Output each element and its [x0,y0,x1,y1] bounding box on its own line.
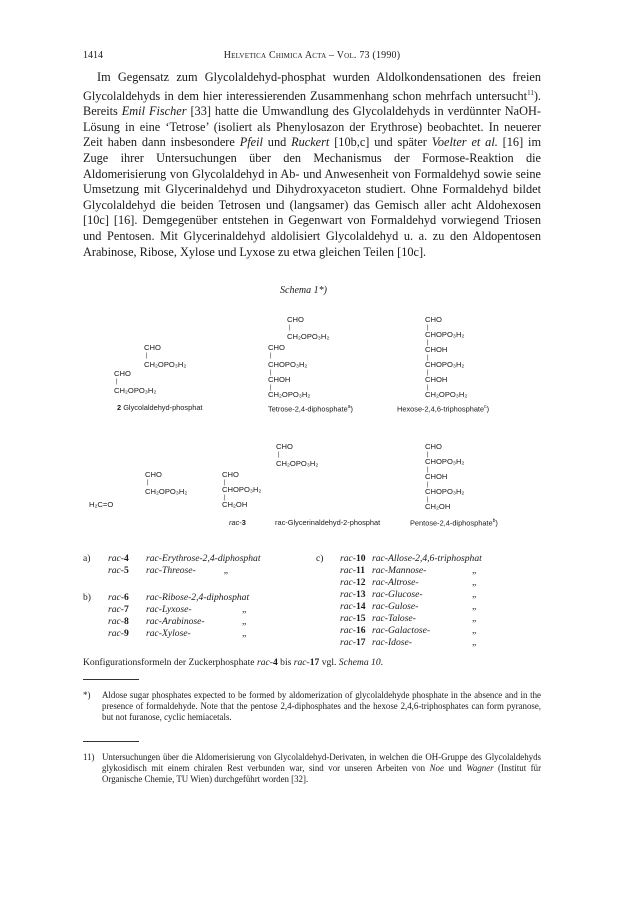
rac-prefix: rac- [340,637,356,648]
compound-number: 13 [355,589,366,600]
rac-prefix: rac- [340,625,356,636]
compound-label [340,565,365,577]
name-text: rac-Erythrose-2,4-diphosphat [146,553,261,564]
formula-ch2opo3h2: CH₂OPO₃H₂ [145,487,188,496]
footnote-ref-11[interactable]: 11 [527,88,534,97]
bond-line: | [427,340,429,346]
compound-number: 4 [123,553,129,564]
formula-ch2opo3h2: CH₂OPO₃H₂ [268,390,311,399]
formula-cho: CHO [145,470,162,479]
formula-ch2oh: CH₂OH [425,502,451,511]
ditto-mark: „ [472,613,477,624]
bond-line: | [224,480,226,486]
compound-name [146,565,228,577]
formula-cho: CHO [287,315,304,324]
compound-number: 3 [241,518,246,527]
bond-line: | [270,385,272,391]
compound-name [146,604,247,616]
rac-prefix: rac- [340,589,356,600]
author-name: Wagner [466,763,494,774]
footnote-ref-a[interactable]: a [347,404,351,410]
compound-label [108,628,129,640]
footnote-ref-b[interactable]: b [492,518,496,524]
rac-prefix: rac- [340,565,356,576]
caption-2 [117,403,202,412]
schema-title: Schema 1*) [280,285,327,296]
caption-text: Hexose-2,4,6-triphosphate [397,404,485,414]
compound-name [146,616,247,628]
caption-tetrose: Tetrose-2,4-diphosphate$^a$) [268,404,353,414]
compound-number: 17 [355,637,366,648]
compound-name [372,577,477,589]
formula-cho: CHO [144,343,161,352]
formula-chopo3h2: CHOPO₃H₂ [222,485,262,494]
bond-line: | [427,452,429,458]
page-number: 1414 [83,50,103,61]
compound-number: 4 [272,657,278,668]
footnote-divider [83,741,139,742]
author-name: Emil Fischer [121,104,187,119]
name-text: rac-Galactose- [372,625,431,636]
compound-label [108,616,129,628]
compound-number: 2 [117,403,122,412]
compound-name [372,601,477,613]
ditto-mark: „ [472,565,477,576]
ditto-mark: „ [472,589,477,600]
name-text: rac-Mannose- [372,565,427,576]
para-text-4: und [262,135,292,150]
compound-label [340,637,366,649]
bond-line: | [270,370,272,376]
bond-line: | [270,353,272,359]
compound-name [146,592,249,604]
compound-number: 11 [355,565,366,576]
compound-label [340,589,366,601]
ditto-mark: „ [472,637,477,648]
bond-line: | [278,452,280,458]
note-text: bis [277,657,294,668]
name-text: rac-Glucose- [372,589,423,600]
name-text: rac-Gulose- [372,601,419,612]
para-text-3: [33] hatte die Umwandlung des Glycolaldehyds in verdünnter NaOH-Lösung in eine ‘Tetrose’ (isoliert als Phenylosazon der Erythrose) beobachtet. In neuerer Zeit haben dann insbesondere [83,104,541,150]
ditto-mark: „ [472,601,477,612]
formula-cho: CHO [425,315,442,324]
bond-line: | [116,379,118,385]
formula-chopo3h2: CHOPO₃H₂ [425,330,465,339]
bond-line: | [427,325,429,331]
rac-prefix: rac- [108,553,124,564]
compound-number: 7 [123,604,129,615]
compound-name [372,613,477,625]
configuration-note [83,657,383,668]
compound-number: 14 [355,601,366,612]
compound-name: Glycolaldehyd-phosphat [123,403,203,412]
compound-number: 12 [355,577,366,588]
compound-number: 6 [123,592,129,603]
formula-choh: CHOH [268,375,291,384]
bond-line: | [289,325,291,331]
footnote-mark-b: b) [83,592,91,603]
rac-prefix: rac- [229,518,242,527]
compound-name [146,553,261,565]
footnote-divider [83,679,139,680]
formula-cho: CHO [268,343,285,352]
ditto-mark: „ [223,565,229,576]
author-name: Pfeil [239,135,263,150]
formula-choh: CHOH [425,345,448,354]
para-text-6: [16] im Zuge ihrer Untersuchungen über den Mechanismus der Formose-Reaktion die Aldomerisierung von Glycolaldehyd in Ab- und Anwesenheit von Formaldehyd sowie seine Umsetzung mit Glycerinaldehyd und Dihydroxyaceton studiert. Ohne Formaldehyd bildet Glycolaldehyd die beiden Tetrosen und (langsamer) das Gemisch aller acht Aldohexosen [10c] [16]. Demgegenüber entstehen in Gegenwart von Formaldehyd vorwiegend Triosen und Pentosen. Mit Glycerinaldehyd aldolisiert Glycolaldehyd u. a. zu den Aldopentosen Arabinose, Ribose, Xylose und Lyxose zu etwa gleichen Teilen [10c]. [83,135,542,259]
compound-name [372,637,477,649]
name-text: rac-Lyxose- [146,604,192,615]
bond-line: | [427,497,429,503]
text-part: (Institut für Organische Chemie, TU Wien) durchgeführt worden [32]. [102,763,542,785]
caption-pentose: Pentose-2,4-diphosphate$^b$) [410,518,498,528]
caption-text: Tetrose-2,4-diphosphate [268,404,348,414]
rac-prefix: rac- [340,601,356,612]
bond-line: | [427,467,429,473]
ditto-mark: „ [472,577,477,588]
ditto-mark: „ [242,616,247,627]
footnote-mark-c: c) [316,553,324,564]
formula-ch2opo3h2: CH₂OPO₃H₂ [144,360,187,369]
compound-label [340,613,366,625]
formula-ch2oh: CH₂OH [222,500,248,509]
compound-name [372,553,482,565]
caption-text: Pentose-2,4-diphosphate [410,518,493,528]
formula-ch2opo3h2: CH₂OPO₃H₂ [276,459,319,468]
para-text-2: ). Bereits [83,88,541,119]
formula-ch2opo3h2: CH₂OPO₃H₂ [287,332,330,341]
compound-number: 10 [355,553,366,564]
bond-line: | [147,480,149,486]
author-name: Voelter et al. [431,135,498,150]
ditto-mark: „ [242,628,247,639]
formula-choh: CHOH [425,472,448,481]
compound-name [146,628,247,640]
formula-h2co: H₂C=O [89,500,114,509]
formula-cho: CHO [222,470,239,479]
author-name: Ruckert [291,135,330,150]
compound-number: 16 [355,625,366,636]
compound-label [108,592,129,604]
footnote-text: Aldose sugar phosphates expected to be formed by aldomerization of glycolaldehyde phosphate in the absence and in the presence of formaldehyde. Note that the pentose 2,4-diphosphates and the hexose 2,4,6-triphosphates can form pyranose, but not furanose, cyclic hemiacetals. [102,690,541,723]
footnote-star [83,690,541,724]
compound-number: 15 [355,613,366,624]
compound-name [372,625,477,637]
author-name: Noe [429,763,444,774]
text-part: und [443,763,467,774]
compound-number: 8 [123,616,129,627]
formula-choh: CHOH [425,375,448,384]
rac-prefix: rac- [108,592,124,603]
formula-chopo3h2: CHOPO₃H₂ [425,487,465,496]
footnote-text [102,752,541,786]
formula-cho: CHO [276,442,293,451]
rac-prefix: rac- [108,565,124,576]
schema-reference[interactable]: Schema 10 [338,657,381,668]
para-text-5: [10b,c] und später [329,135,432,150]
compound-name [372,589,477,601]
caption-rac3 [229,518,246,527]
formula-chopo3h2: CHOPO₃H₂ [268,360,308,369]
ditto-mark: „ [472,625,477,636]
compound-label [340,625,366,637]
compound-number: 17 [309,657,320,668]
bond-line: | [427,355,429,361]
formula-ch2opo3h2: CH₂OPO₃H₂ [114,386,157,395]
rac-prefix: rac- [293,657,310,668]
formula-chopo3h2: CHOPO₃H₂ [425,360,465,369]
name-text: rac-Arabinose- [146,616,205,627]
formula-chopo3h2: CHOPO₃H₂ [425,457,465,466]
bond-line: | [427,370,429,376]
bond-line: | [427,385,429,391]
rac-prefix: rac- [256,657,273,668]
name-text: rac-Allose-2,4,6-triphosphat [372,553,482,564]
compound-label [108,604,129,616]
footnote-ref-c[interactable]: c [484,404,487,410]
compound-label [340,601,366,613]
note-text: Konfigurationsformeln der Zuckerphosphate [83,657,257,668]
name-text: rac-Talose- [372,613,416,624]
compound-label [340,577,366,589]
rac-prefix: rac- [340,613,356,624]
running-title: Helvetica Chimica Acta – Vol. 73 (1990) [223,50,401,61]
formula-cho: CHO [425,442,442,451]
footnote-11 [83,752,541,786]
rac-prefix: rac- [108,604,124,615]
rac-prefix: rac- [340,553,356,564]
name-text: rac-Idose- [372,637,412,648]
footnote-mark: 11) [83,752,95,762]
formula-cho: CHO [114,369,131,378]
compound-label [108,553,129,565]
rac-prefix: rac- [108,616,124,627]
caption-hexose: Hexose-2,4,6-triphosphate$^c$) [397,404,490,414]
caption-glycerinaldehyd: rac-Glycerinaldehyd-2-phosphat [275,518,381,527]
formula-ch2opo3h2: CH₂OPO₃H₂ [425,390,468,399]
compound-label [108,565,129,577]
bond-line: | [427,482,429,488]
name-text: rac-Threose- [146,565,196,576]
bond-line: | [146,353,148,359]
footnote-mark: *) [83,690,91,700]
compound-name [372,565,477,577]
note-text: . [380,657,384,668]
note-text: vgl. [319,657,339,668]
ditto-mark: „ [242,604,247,615]
footnote-mark-a: a) [83,553,91,564]
compound-number: 5 [123,565,129,576]
bond-line: | [224,495,226,501]
name-text: rac-Xylose- [146,628,191,639]
text-part: Untersuchungen über die Aldomerisierung von Glycolaldehyd-Derivaten, in welchen die OH-Gruppe des Glycolaldehyds glykosidisch mit einem chiralen Rest verbunden war, sind vor unseren Arbeiten von [102,752,541,774]
para-text-1: Im Gegensatz zum Glycolaldehyd-phosphat wurden Aldolkondensationen des freien Glycolaldehyds in dem hier interessierenden Zusammenhang schon mehrfach untersucht [83,70,541,103]
rac-prefix: rac- [340,577,356,588]
name-text: rac-Ribose-2,4-diphosphat [146,592,250,603]
compound-label [340,553,366,565]
rac-prefix: rac- [108,628,124,639]
name-text: rac-Altrose- [372,577,419,588]
compound-number: 9 [123,628,129,639]
